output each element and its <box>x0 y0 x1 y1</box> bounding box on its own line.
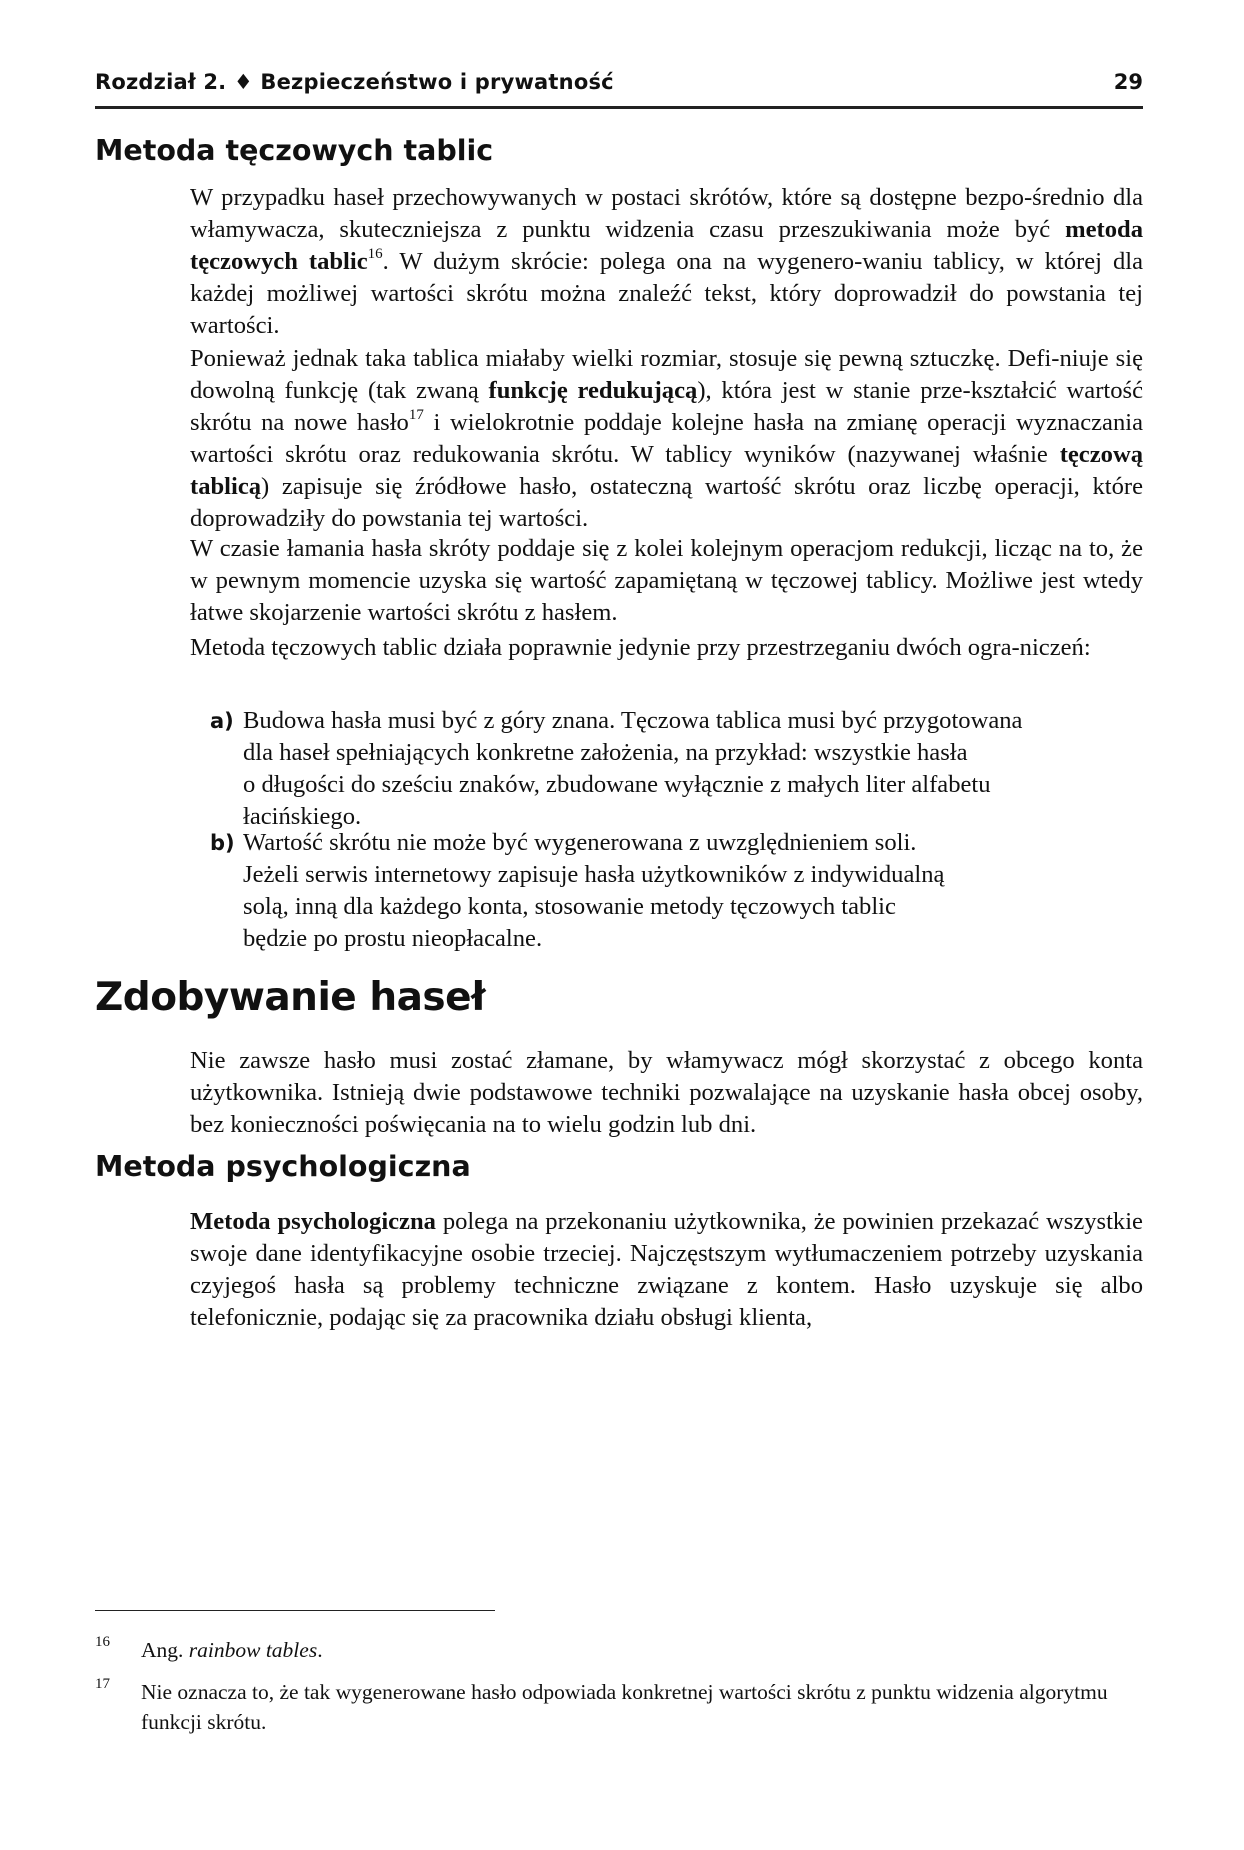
paragraph-password-acquisition-intro: Nie zawsze hasło musi zostać złamane, by włamywacz mógł skorzystać z obcego konta użytkownika. Istnieją dwie podstawowe techniki pozwalające na uzyskanie hasła obcej osoby, bez konieczności poświęcania na to wielu godzin lub dni. <box>190 1047 1143 1138</box>
list-marker: a) <box>210 709 234 733</box>
chapter-heading-password-acquisition: Zdobywanie haseł <box>95 975 486 1020</box>
paragraph-limitations: Metoda tęczowych tablic działa poprawnie jedynie przy przestrzeganiu dwóch ogra-niczeń: <box>190 634 1091 661</box>
footnote-ref-17[interactable]: 17 <box>408 406 424 423</box>
section-heading-psychological-method: Metoda psychologiczna <box>95 1150 471 1183</box>
bold-term: tęczową tablicą <box>190 441 1143 500</box>
text-run: . W dużym skrócie: polega ona na wygenero-waniu tablicy, w której dla każdej możliwej wartości skrótu można znaleźć tekst, który doprowadził do powstania tej wartości. <box>190 248 1143 339</box>
list-line: Jeżeli serwis internetowy zapisuje hasła użytkowników z indywidualną <box>243 861 945 888</box>
running-header <box>95 70 1143 109</box>
footnote-text: Nie oznacza to, że tak wygenerowane hasło odpowiada konkretnej wartości skrótu z punktu widzenia algorytmu funkcji skrótu. <box>141 1680 1108 1734</box>
text-run: polega na przekonaniu użytkownika, że powinien przekazać wszystkie swoje dane identyfikacyjne osobie trzeciej. Najczęstszym wytłumaczeniem potrzeby uzyskania czyjegoś hasła są problemy techniczne związane z kontem. Hasło uzyskuje się albo telefonicznie, podając się za pracownika działu obsługi klienta, <box>190 1208 1143 1331</box>
italic-term: rainbow tables <box>188 1638 318 1662</box>
text-run: W przypadku haseł przechowywanych w postaci skrótów, które są dostępne bezpo-średnio dla włamywacza, skuteczniejsza z punktu widzenia czasu przeszukiwania może być <box>190 184 1143 243</box>
list-item-a <box>210 705 1145 833</box>
paragraph-cracking-process: W czasie łamania hasła skróty poddaje się z kolei kolejnym operacjom redukcji, licząc na to, że w pewnym momencie uzyska się wartość zapamiętaną w tęczowej tablicy. Możliwe jest wtedy łatwe skojarzenie wartości skrótu z hasłem. <box>190 535 1143 626</box>
bold-term: funkcję redukującą <box>488 377 698 404</box>
list-line: solą, inną dla każdego konta, stosowanie metody tęczowych tablic <box>243 893 896 920</box>
paragraph-reduction-function <box>190 343 1143 535</box>
list-line: o długości do sześciu znaków, zbudowane wyłącznie z małych liter alfabetu <box>243 771 991 798</box>
footnote-16 <box>95 1635 1145 1665</box>
section-heading-rainbow-tables: Metoda tęczowych tablic <box>95 134 494 167</box>
footnote-number: 17 <box>95 1676 110 1692</box>
list-item-b <box>210 827 1145 955</box>
list-line: dla haseł spełniających konkretne założenia, na przykład: wszystkie hasła <box>243 739 968 766</box>
bold-term: metoda tęczowych tablic <box>190 216 1143 275</box>
list-line: będzie po prostu nieopłacalne. <box>243 925 543 952</box>
paragraph-psychological-method <box>190 1206 1143 1334</box>
chapter-running-title: Rozdział 2. ♦ Bezpieczeństwo i prywatność <box>95 70 614 94</box>
footnote-17 <box>95 1677 1145 1737</box>
text-run: . <box>317 1638 323 1662</box>
list-line: Budowa hasła musi być z góry znana. Tęczowa tablica musi być przygotowana <box>243 707 1023 734</box>
list-line: Wartość skrótu nie może być wygenerowana z uwzględnieniem soli. <box>243 829 917 856</box>
footnote-number: 16 <box>95 1634 110 1650</box>
text-run: ) zapisuje się źródłowe hasło, ostateczną wartość skrótu oraz liczbę operacji, które doprowadziły do powstania tej wartości. <box>190 473 1143 532</box>
footnote-ref-16[interactable]: 16 <box>367 245 383 262</box>
text-run: i wielokrotnie poddaje kolejne hasła na zmianę operacji wyznaczania wartości skrótu oraz redukowania skrótu. W tablicy wyników (nazywanej właśnie <box>190 409 1144 468</box>
footnote-separator <box>95 1610 495 1611</box>
text-run: ), która jest w stanie prze-kształcić wartość skrótu na nowe hasło <box>190 377 1144 436</box>
paragraph-rainbow-intro <box>190 182 1143 342</box>
list-line: łacińskiego. <box>243 803 362 830</box>
page-number: 29 <box>1113 70 1143 94</box>
footnote-text <box>141 1635 1145 1665</box>
text-run: Ang. <box>141 1638 189 1662</box>
list-marker: b) <box>210 831 235 855</box>
text-run: Ponieważ jednak taka tablica miałaby wielki rozmiar, stosuje się pewną sztuczkę. Defi-niuje się dowolną funkcję (tak zwaną <box>190 345 1143 404</box>
bold-term: Metoda psychologiczna <box>190 1208 436 1235</box>
